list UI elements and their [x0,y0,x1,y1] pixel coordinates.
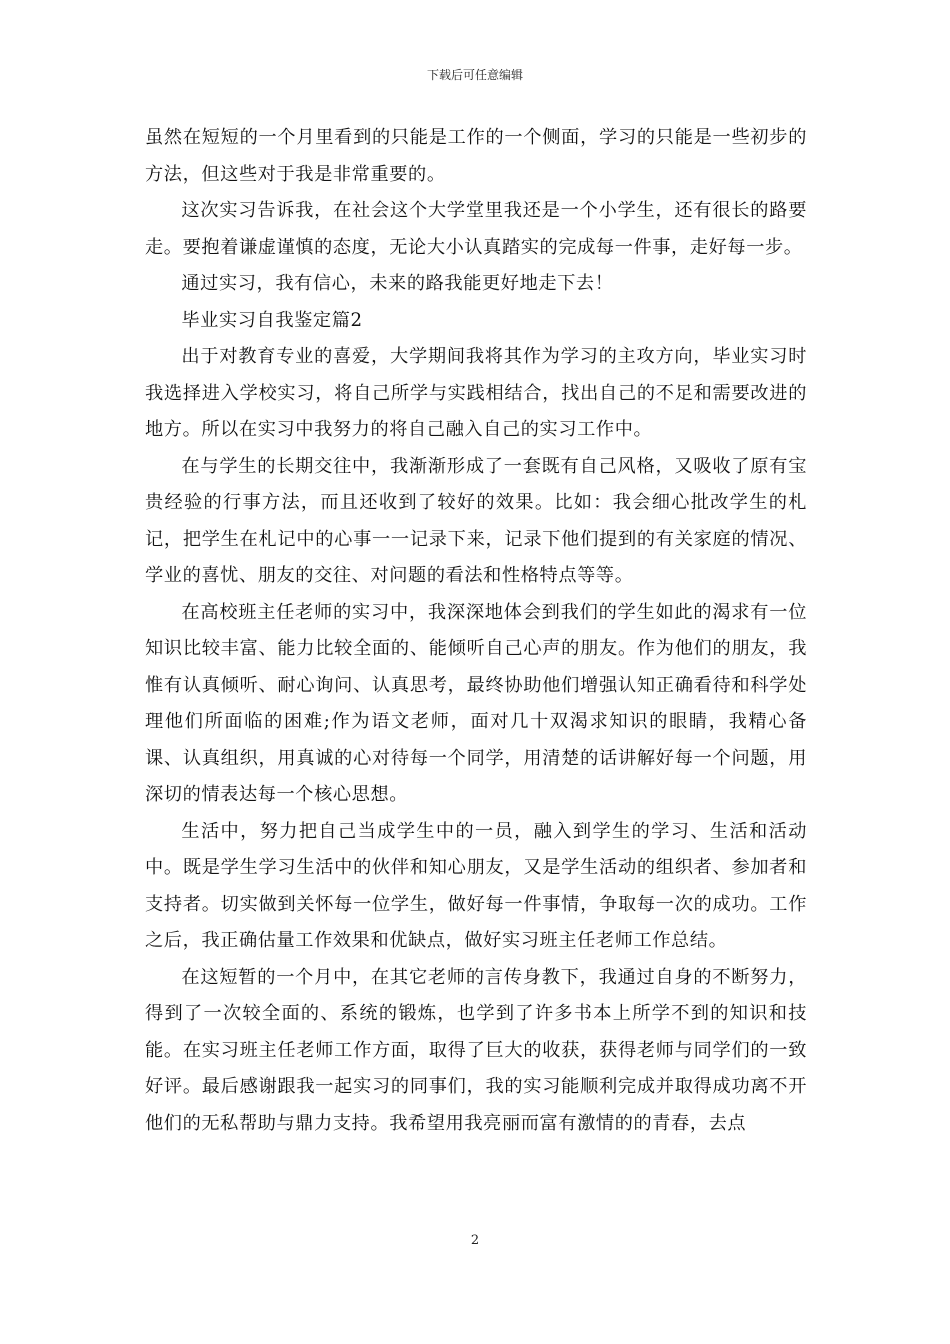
paragraph: 在与学生的长期交往中，我渐渐形成了一套既有自己风格，又吸收了原有宝贵经验的行事方法，而且还收到了较好的效果。比如：我会细心批改学生的札记，把学生在札记中的心事一一记录下来，记录下他们提到的有关家庭的情况、学业的喜忧、朋友的交往、对问题的看法和性格特点等等。 [145,455,807,586]
paragraph: 出于对教育专业的喜爱，大学期间我将其作为学习的主攻方向，毕业实习时我选择进入学校实习，将自己所学与实践相结合，找出自己的不足和需要改进的地方。所以在实习中我努力的将自己融入自己的实习工作中。 [145,346,807,440]
page-number: 2 [470,1233,480,1248]
page-header-note: 下载后可任意编辑 [426,68,523,82]
paragraph: 通过实习，我有信心，未来的路我能更好地走下去！ [181,273,614,294]
paragraph-continuation: 虽然在短短的一个月里看到的只能是工作的一个侧面，学习的只能是一些初步的方法，但这些对于我是非常重要的。 [145,127,807,185]
paragraph: 生活中，努力把自己当成学生中的一员，融入到学生的学习、生活和活动中。既是学生学习生活中的伙伴和知心朋友，又是学生活动的组织者、参加者和支持者。切实做到关怀每一位学生，做好每一件事情，争取每一次的成功。工作之后，我正确估量工作效果和优缺点，做好实习班主任老师工作总结。 [145,820,807,951]
document-body [145,120,807,1142]
paragraph: 这次实习告诉我，在社会这个大学堂里我还是一个小学生，还有很长的路要走。要抱着谦虚谨慎的态度，无论大小认真踏实的完成每一件事，走好每一步。 [145,200,807,258]
paragraph: 在这短暂的一个月中，在其它老师的言传身教下，我通过自身的不断努力，得到了一次较全面的、系统的锻炼，也学到了许多书本上所学不到的知识和技能。在实习班主任老师工作方面，取得了巨大的收获，获得老师与同学们的一致好评。最后感谢跟我一起实习的同事们，我的实习能顺利完成并取得成功离不开他们的无私帮助与鼎力支持。我希望用我亮丽而富有激情的的青春，去点 [145,966,807,1134]
paragraph: 在高校班主任老师的实习中，我深深地体会到我们的学生如此的渴求有一位知识比较丰富、能力比较全面的、能倾听自己心声的朋友。作为他们的朋友，我惟有认真倾听、耐心询问、认真思考，最终协助他们增强认知正确看待和科学处理他们所面临的困难;作为语文老师，面对几十双渴求知识的眼睛，我精心备课、认真组织，用真诚的心对待每一个同学，用清楚的话讲解好每一个问题，用深切的情表达每一个核心思想。 [145,601,807,805]
section-heading: 毕业实习自我鉴定篇2 [181,309,363,331]
